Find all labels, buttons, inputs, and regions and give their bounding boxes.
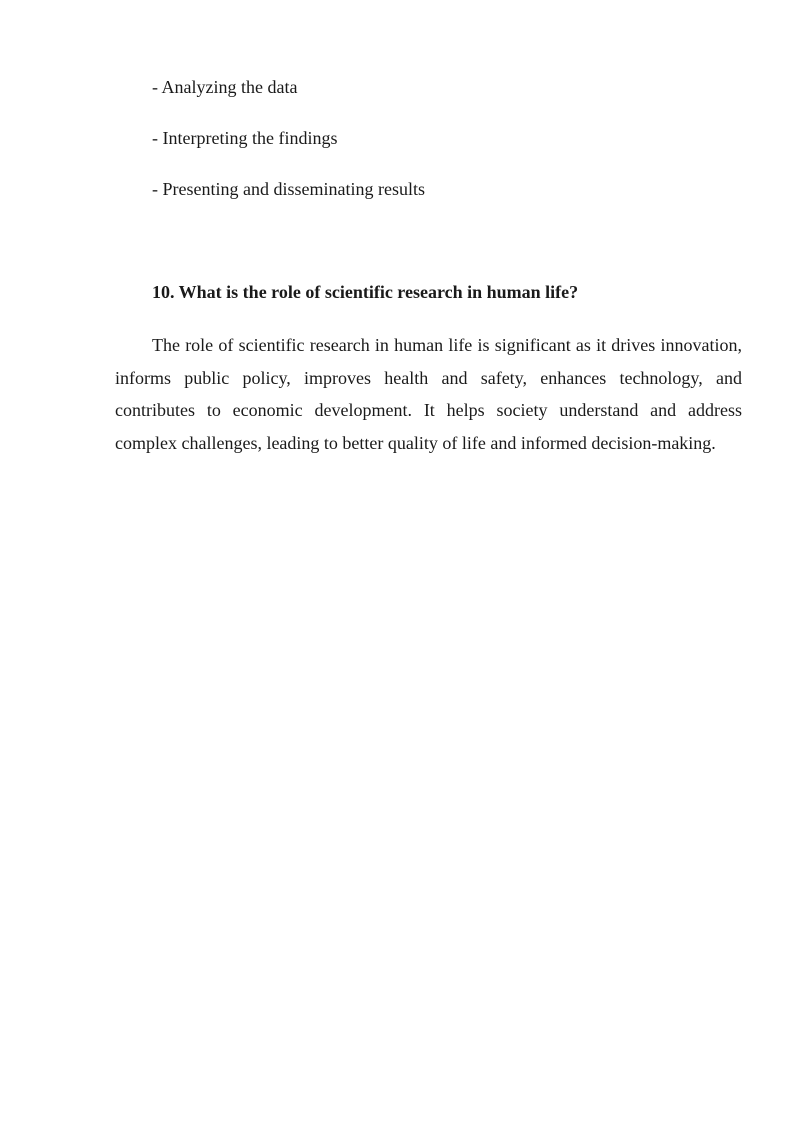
- step-list: [152, 75, 425, 228]
- section-paragraph: The role of scientific research in human life is significant as it drives innovation, informs public policy, improves health and safety, enhances technology, and contributes to economic development. It helps society understand and address complex challenges, leading to better quality of life and informed decision-making.: [115, 335, 742, 453]
- list-item: - Analyzing the data: [152, 77, 298, 97]
- list-item: - Presenting and disseminating results: [152, 179, 425, 199]
- list-item: - Interpreting the findings: [152, 128, 338, 148]
- section-heading: 10. What is the role of scientific research in human life?: [152, 282, 579, 302]
